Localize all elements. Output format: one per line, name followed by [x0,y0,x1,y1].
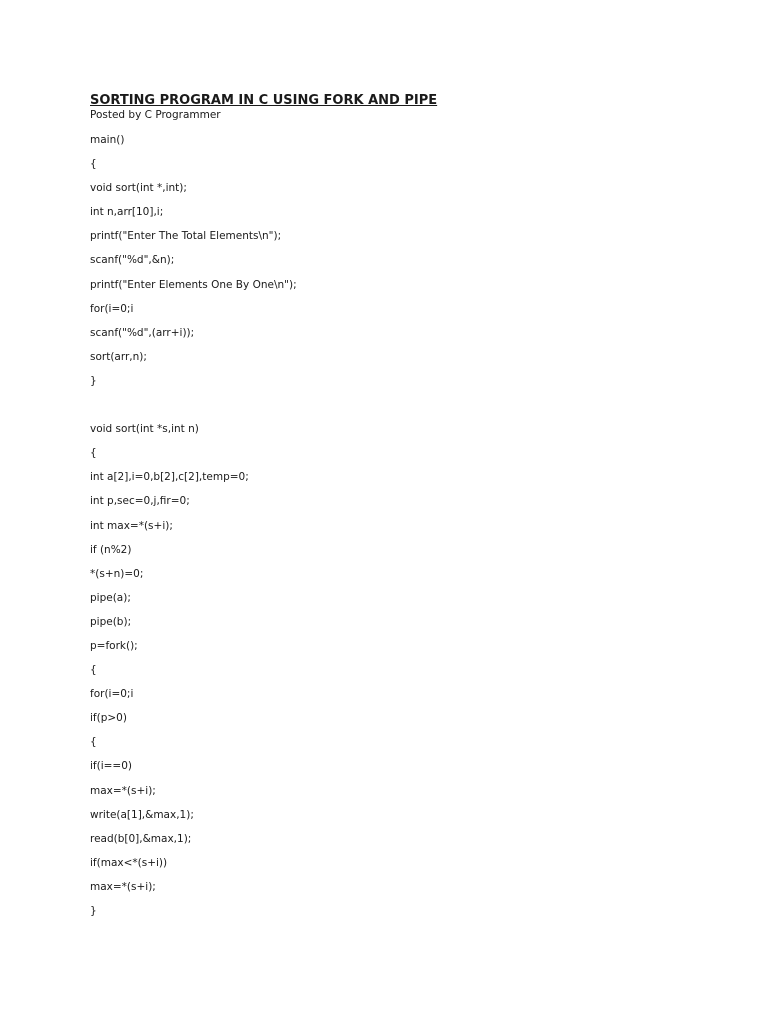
page-title: SORTING PROGRAM IN C USING FORK AND PIPE [90,93,438,108]
code-line: void sort(int *s,int n) [90,423,199,436]
code-line: { [90,447,97,460]
code-line: sort(arr,n); [90,350,147,363]
code-line: max=*(s+i); [90,880,156,893]
code-line: if (n%2) [90,543,132,556]
code-line: void sort(int *,int); [90,182,187,195]
code-line: if(p>0) [90,712,127,725]
code-line: int n,arr[10],i; [90,206,164,219]
code-line: int a[2],i=0,b[2],c[2],temp=0; [90,471,249,484]
code-line: if(max<*(s+i)) [90,856,168,869]
code-line: for(i=0;i [90,688,134,701]
code-line: { [90,736,97,749]
code-line: p=fork(); [90,639,138,652]
code-line: } [90,374,97,387]
code-line [90,398,297,422]
code-line: int max=*(s+i); [90,519,173,532]
code-line: max=*(s+i); [90,784,156,797]
code-line: { [90,158,97,171]
code-line: if(i==0) [90,760,132,773]
code-line: } [90,905,97,917]
code-line: main() [90,134,125,146]
code-line: printf("Enter The Total Elements\n"); [90,230,282,243]
code-line: printf("Enter Elements One By One\n"); [90,278,297,291]
code-line: scanf("%d",&n); [90,254,175,267]
code-line: read(b[0],&max,1); [90,832,192,845]
code-line: for(i=0;i [90,302,134,315]
code-line: pipe(a); [90,591,131,604]
code-listing [90,133,297,928]
code-line: int p,sec=0,j,fir=0; [90,495,190,508]
code-line: { [90,664,97,677]
code-line: scanf("%d",(arr+i)); [90,326,195,339]
code-line: write(a[1],&max,1); [90,808,194,821]
byline: Posted by C Programmer [90,109,221,121]
code-line: pipe(b); [90,615,132,628]
code-line: *(s+n)=0; [90,567,144,580]
